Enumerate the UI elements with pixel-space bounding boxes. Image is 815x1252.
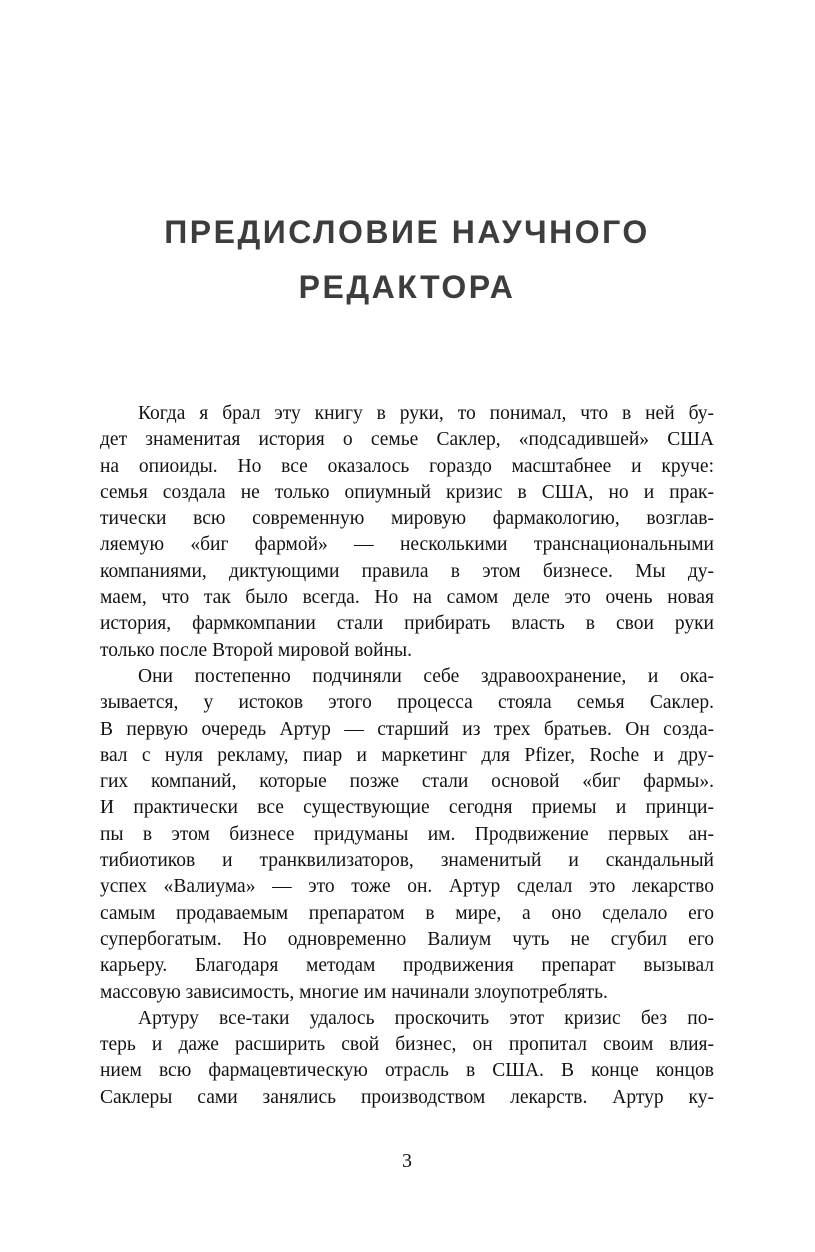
paragraph <box>100 1006 714 1111</box>
paragraph <box>100 664 714 1006</box>
text-line: Саклеры сами занялись производством лекарств. Артур ку- <box>100 1086 714 1108</box>
text-line: тически всю современную мировую фармакологию, возглав- <box>100 508 714 530</box>
text-line: компаниями, диктующими правила в этом бизнесе. Мы ду- <box>100 560 714 582</box>
text-line: И практически все существующие сегодня приемы и принци- <box>100 797 714 819</box>
text-line: только после Второй мировой войны. <box>100 639 412 661</box>
text-line: семья создала не только опиумный кризис в США, но и прак- <box>100 481 714 503</box>
text-line: В первую очередь Артур — старший из трех братьев. Он созда- <box>100 718 714 740</box>
text-line: на опиоиды. Но все оказалось гораздо масштабнее и круче: <box>100 455 714 477</box>
text-line: успех «Валиума» — это тоже он. Артур сделал это лекарство <box>100 876 714 898</box>
text-line: гих компаний, которые позже стали основой «биг фармы». <box>100 771 714 793</box>
text-line: зывается, у истоков этого процесса стояла семья Саклер. <box>100 692 714 714</box>
text-line: Они постепенно подчиняли себе здравоохранение, и ока- <box>138 665 714 687</box>
text-line: карьеру. Благодаря методам продвижения препарат вызывал <box>100 955 714 977</box>
text-line: терь и даже расширить свой бизнес, он пропитал своим влия- <box>100 1034 714 1056</box>
chapter-title-line-2: РЕДАКТОРА <box>298 269 516 305</box>
text-line: тибиотиков и транквилизаторов, знаменитый и скандальный <box>100 850 714 872</box>
text-line: дет знаменитая история о семье Саклер, «подсадившей» США <box>100 429 714 451</box>
text-line: история, фармкомпании стали прибирать власть в свои руки <box>100 613 714 635</box>
text-line: вал с нуля рекламу, пиар и маркетинг для Pfizer, Roche и дру- <box>100 744 714 766</box>
text-line: нием всю фармацевтическую отрасль в США. В конце концов <box>100 1060 714 1082</box>
text-line: Когда я брал эту книгу в руки, то понимал, что в ней бу- <box>138 403 714 424</box>
text-line: пы в этом бизнесе придуманы им. Продвижение первых ан- <box>100 823 714 845</box>
text-line: маем, что так было всегда. Но на самом деле это очень новая <box>100 587 714 609</box>
text-line: Артуру все-таки удалось проскочить этот кризис без по- <box>138 1007 714 1029</box>
text-line: самым продаваемым препаратом в мире, а оно сделало его <box>100 902 714 924</box>
chapter-title-line-1: ПРЕДИСЛОВИЕ НАУЧНОГО <box>164 214 650 250</box>
text-line: супербогатым. Но одновременно Валиум чуть не сгубил его <box>100 928 714 950</box>
paragraph <box>100 401 714 664</box>
body-text <box>100 401 714 1111</box>
chapter-title <box>100 205 714 315</box>
text-line: массовую зависимость, многие им начинали злоупотреблять. <box>100 981 608 1003</box>
text-line: ляемую «биг фармой» — несколькими транснациональными <box>100 534 714 556</box>
page-number: 3 <box>402 1150 412 1172</box>
